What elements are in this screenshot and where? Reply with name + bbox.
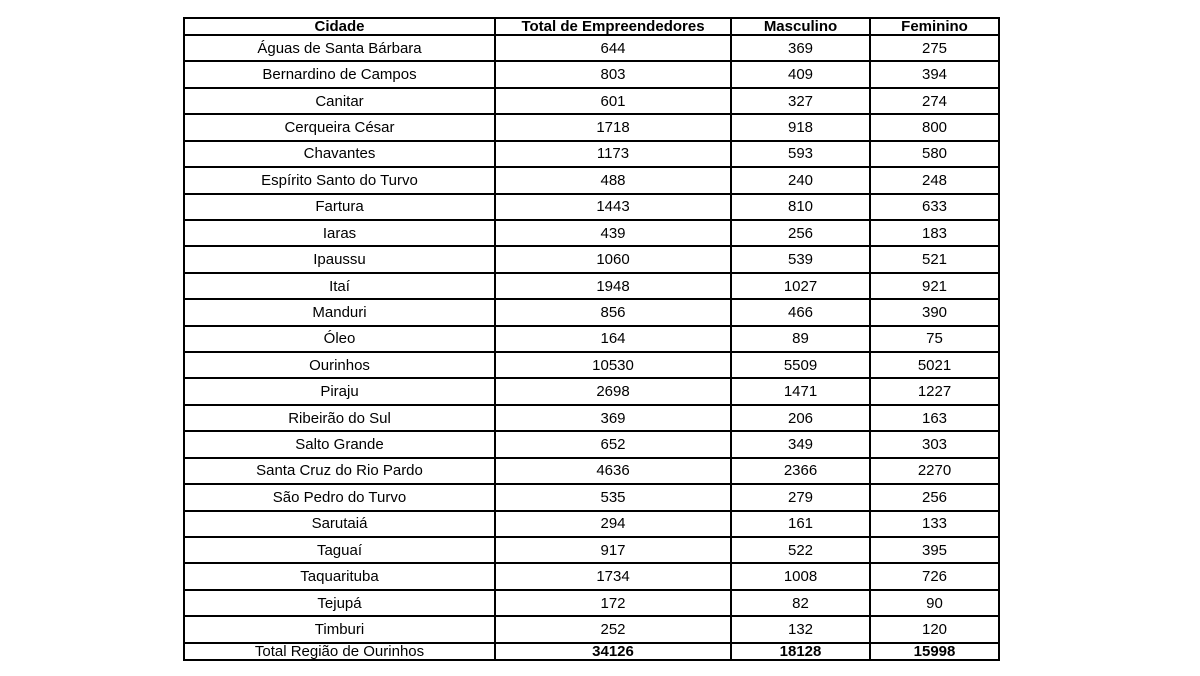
total-cell: 172 xyxy=(495,590,731,616)
feminino-cell: 303 xyxy=(870,431,999,457)
city-cell: Sarutaiá xyxy=(184,511,495,537)
feminino-cell: 1227 xyxy=(870,378,999,404)
table-row xyxy=(184,61,999,87)
masculino-cell: 1471 xyxy=(731,378,870,404)
column-header-cidade: Cidade xyxy=(184,18,495,35)
total-cell: 917 xyxy=(495,537,731,563)
table-row xyxy=(184,326,999,352)
masculino-cell: 240 xyxy=(731,167,870,193)
city-cell: Óleo xyxy=(184,326,495,352)
masculino-cell: 1027 xyxy=(731,273,870,299)
masculino-cell: 279 xyxy=(731,484,870,510)
feminino-cell: 521 xyxy=(870,246,999,272)
masculino-cell: 522 xyxy=(731,537,870,563)
total-cell: 439 xyxy=(495,220,731,246)
feminino-cell: 2270 xyxy=(870,458,999,484)
total-cell: 1718 xyxy=(495,114,731,140)
table-row xyxy=(184,35,999,61)
masculino-cell: 82 xyxy=(731,590,870,616)
feminino-cell: 800 xyxy=(870,114,999,140)
masculino-cell: 409 xyxy=(731,61,870,87)
masculino-cell: 206 xyxy=(731,405,870,431)
entrepreneurs-by-city-table xyxy=(183,17,1000,661)
total-cell: 164 xyxy=(495,326,731,352)
city-cell: Santa Cruz do Rio Pardo xyxy=(184,458,495,484)
masculino-cell: 810 xyxy=(731,194,870,220)
feminino-cell: 120 xyxy=(870,616,999,643)
feminino-cell: 580 xyxy=(870,141,999,167)
city-cell: Piraju xyxy=(184,378,495,404)
city-cell: São Pedro do Turvo xyxy=(184,484,495,510)
table-row xyxy=(184,563,999,589)
header-row xyxy=(184,18,999,35)
table-row xyxy=(184,246,999,272)
total-cell: 1734 xyxy=(495,563,731,589)
total-row-label: Total Região de Ourinhos xyxy=(184,643,495,660)
feminino-cell: 274 xyxy=(870,88,999,114)
column-header-total-empreendedores: Total de Empreendedores xyxy=(495,18,731,35)
masculino-cell: 918 xyxy=(731,114,870,140)
city-cell: Salto Grande xyxy=(184,431,495,457)
feminino-cell: 726 xyxy=(870,563,999,589)
table-row xyxy=(184,405,999,431)
feminino-cell: 275 xyxy=(870,35,999,61)
masculino-cell: 89 xyxy=(731,326,870,352)
table-row xyxy=(184,484,999,510)
city-cell: Taguaí xyxy=(184,537,495,563)
city-cell: Ipaussu xyxy=(184,246,495,272)
total-row-total-value: 34126 xyxy=(495,643,731,660)
total-cell: 2698 xyxy=(495,378,731,404)
feminino-cell: 5021 xyxy=(870,352,999,378)
table-row xyxy=(184,273,999,299)
table-row xyxy=(184,352,999,378)
total-cell: 856 xyxy=(495,299,731,325)
city-cell: Itaí xyxy=(184,273,495,299)
entrepreneurs-table-container xyxy=(183,17,1000,661)
city-cell: Bernardino de Campos xyxy=(184,61,495,87)
feminino-cell: 133 xyxy=(870,511,999,537)
masculino-cell: 593 xyxy=(731,141,870,167)
total-cell: 1060 xyxy=(495,246,731,272)
total-row-feminino-value: 15998 xyxy=(870,643,999,660)
total-cell: 369 xyxy=(495,405,731,431)
masculino-cell: 369 xyxy=(731,35,870,61)
city-cell: Espírito Santo do Turvo xyxy=(184,167,495,193)
city-cell: Tejupá xyxy=(184,590,495,616)
masculino-cell: 132 xyxy=(731,616,870,643)
table-row xyxy=(184,511,999,537)
column-header-masculino: Masculino xyxy=(731,18,870,35)
total-cell: 1948 xyxy=(495,273,731,299)
table-row xyxy=(184,458,999,484)
masculino-cell: 5509 xyxy=(731,352,870,378)
feminino-cell: 90 xyxy=(870,590,999,616)
masculino-cell: 2366 xyxy=(731,458,870,484)
table-row xyxy=(184,378,999,404)
masculino-cell: 327 xyxy=(731,88,870,114)
city-cell: Canitar xyxy=(184,88,495,114)
table-row xyxy=(184,141,999,167)
feminino-cell: 921 xyxy=(870,273,999,299)
table-row xyxy=(184,299,999,325)
city-cell: Ribeirão do Sul xyxy=(184,405,495,431)
total-row-masculino-value: 18128 xyxy=(731,643,870,660)
table-row xyxy=(184,590,999,616)
table-row xyxy=(184,88,999,114)
masculino-cell: 539 xyxy=(731,246,870,272)
city-cell: Cerqueira César xyxy=(184,114,495,140)
masculino-cell: 349 xyxy=(731,431,870,457)
total-cell: 644 xyxy=(495,35,731,61)
feminino-cell: 75 xyxy=(870,326,999,352)
city-cell: Águas de Santa Bárbara xyxy=(184,35,495,61)
feminino-cell: 390 xyxy=(870,299,999,325)
total-cell: 10530 xyxy=(495,352,731,378)
city-cell: Iaras xyxy=(184,220,495,246)
feminino-cell: 248 xyxy=(870,167,999,193)
table-row xyxy=(184,616,999,643)
total-cell: 803 xyxy=(495,61,731,87)
feminino-cell: 163 xyxy=(870,405,999,431)
total-cell: 252 xyxy=(495,616,731,643)
masculino-cell: 161 xyxy=(731,511,870,537)
feminino-cell: 633 xyxy=(870,194,999,220)
feminino-cell: 183 xyxy=(870,220,999,246)
feminino-cell: 394 xyxy=(870,61,999,87)
total-cell: 4636 xyxy=(495,458,731,484)
city-cell: Manduri xyxy=(184,299,495,325)
table-row xyxy=(184,194,999,220)
total-cell: 488 xyxy=(495,167,731,193)
city-cell: Taquarituba xyxy=(184,563,495,589)
total-cell: 294 xyxy=(495,511,731,537)
masculino-cell: 256 xyxy=(731,220,870,246)
total-cell: 601 xyxy=(495,88,731,114)
city-cell: Timburi xyxy=(184,616,495,643)
table-row xyxy=(184,431,999,457)
table-row xyxy=(184,114,999,140)
masculino-cell: 466 xyxy=(731,299,870,325)
total-cell: 652 xyxy=(495,431,731,457)
table-row xyxy=(184,167,999,193)
masculino-cell: 1008 xyxy=(731,563,870,589)
total-cell: 1443 xyxy=(495,194,731,220)
total-cell: 1173 xyxy=(495,141,731,167)
feminino-cell: 395 xyxy=(870,537,999,563)
city-cell: Chavantes xyxy=(184,141,495,167)
table-row xyxy=(184,537,999,563)
table-row xyxy=(184,220,999,246)
column-header-feminino: Feminino xyxy=(870,18,999,35)
feminino-cell: 256 xyxy=(870,484,999,510)
total-row xyxy=(184,643,999,660)
city-cell: Ourinhos xyxy=(184,352,495,378)
total-cell: 535 xyxy=(495,484,731,510)
city-cell: Fartura xyxy=(184,194,495,220)
